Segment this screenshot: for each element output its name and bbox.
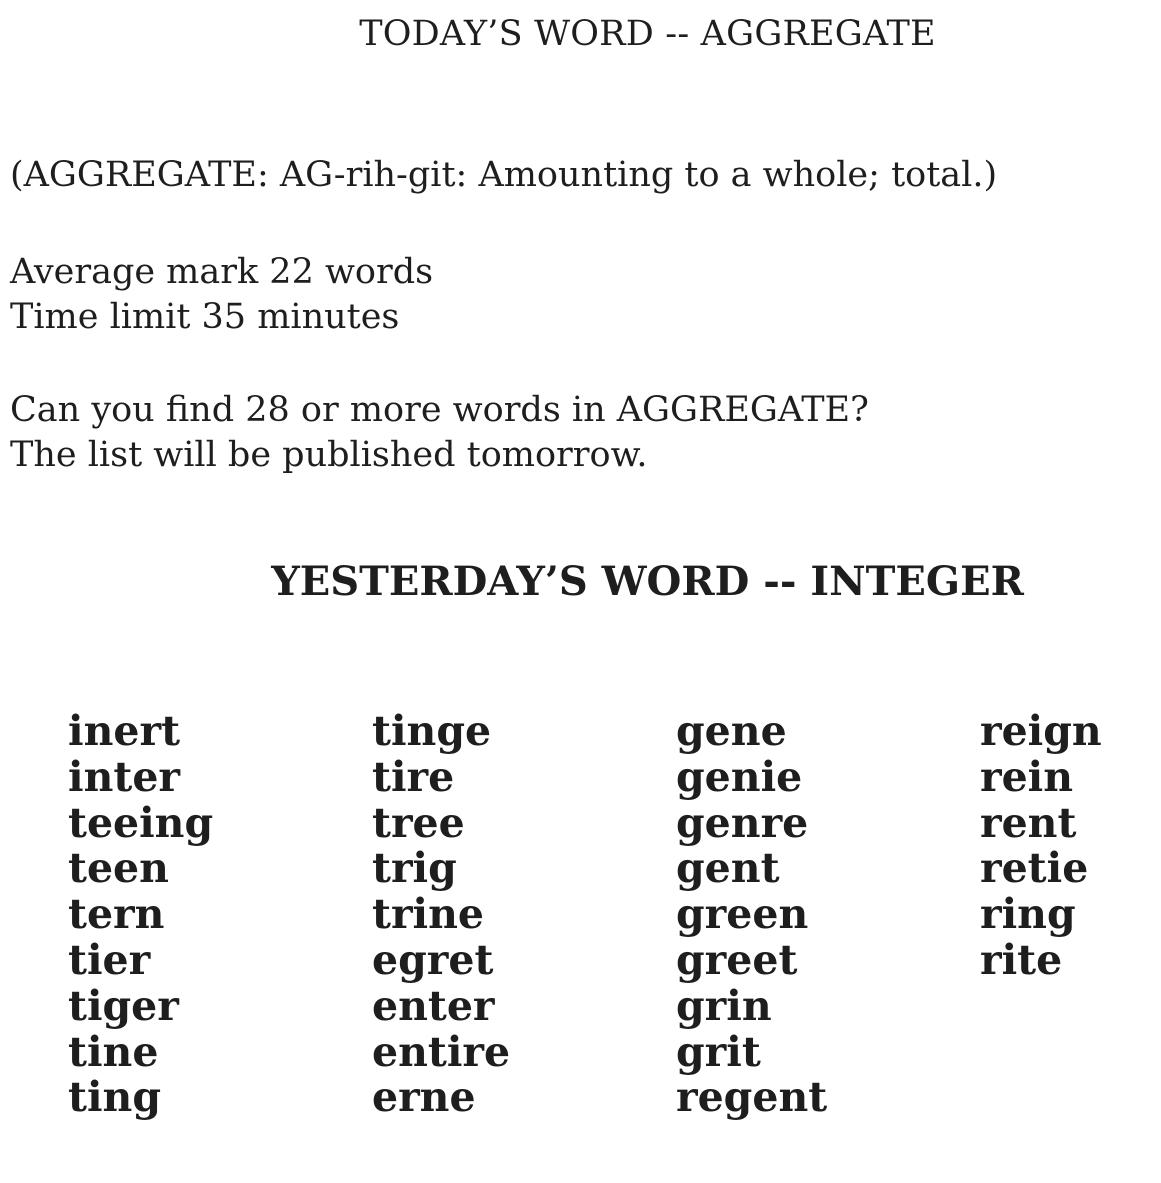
answer-word: tier — [68, 935, 151, 984]
time-limit: Time limit 35 minutes — [10, 297, 400, 337]
answer-word: erne — [372, 1073, 476, 1122]
answer-word: egret — [372, 935, 494, 984]
answer-word: inter — [68, 752, 181, 801]
answer-word: teeing — [68, 798, 214, 847]
answer-word: rent — [980, 798, 1077, 847]
answer-word: genie — [676, 752, 803, 801]
answer-word: tern — [68, 890, 165, 939]
answer-word: tine — [68, 1027, 159, 1076]
word-definition: (AGGREGATE: AG-rih-git: Amounting to a whole; total.) — [10, 155, 998, 195]
answer-word: trig — [372, 844, 457, 893]
answer-word: reign — [980, 707, 1102, 755]
answer-word: retie — [980, 844, 1089, 893]
answer-word: ting — [68, 1073, 161, 1122]
todays-word-title: TODAY’S WORD -- AGGREGATE — [359, 14, 936, 54]
answer-word: gent — [676, 844, 780, 893]
answer-column — [372, 709, 510, 1121]
answer-word: trine — [372, 890, 485, 939]
answer-column — [68, 709, 213, 1121]
answer-word: regent — [676, 1073, 828, 1122]
challenge-question: Can you find 28 or more words in AGGREGATE? — [10, 390, 869, 430]
answer-column — [980, 709, 1102, 984]
answer-word: gene — [676, 707, 787, 755]
answer-word: tree — [372, 798, 465, 847]
answer-word: tire — [372, 752, 455, 801]
answer-word: grin — [676, 981, 772, 1030]
answer-word: enter — [372, 981, 495, 1030]
yesterdays-word-title: YESTERDAY’S WORD -- INTEGER — [271, 558, 1024, 605]
answer-word: genre — [676, 798, 809, 847]
answer-word: tiger — [68, 981, 179, 1030]
average-mark: Average mark 22 words — [10, 252, 434, 292]
answer-word: grit — [676, 1027, 761, 1076]
answer-word: inert — [68, 707, 181, 755]
answer-word: greet — [676, 935, 798, 984]
answer-word: rite — [980, 935, 1063, 984]
answer-word: ring — [980, 890, 1076, 939]
answer-list — [68, 709, 1161, 1149]
puzzle-stats — [10, 250, 433, 340]
answer-word: rein — [980, 752, 1074, 801]
challenge-text — [10, 388, 869, 478]
answer-word: entire — [372, 1027, 511, 1076]
answer-word: teen — [68, 844, 169, 893]
answer-word: green — [676, 890, 809, 939]
answer-column — [676, 709, 827, 1121]
answer-word: tinge — [372, 707, 492, 755]
publication-note: The list will be published tomorrow. — [10, 435, 648, 475]
